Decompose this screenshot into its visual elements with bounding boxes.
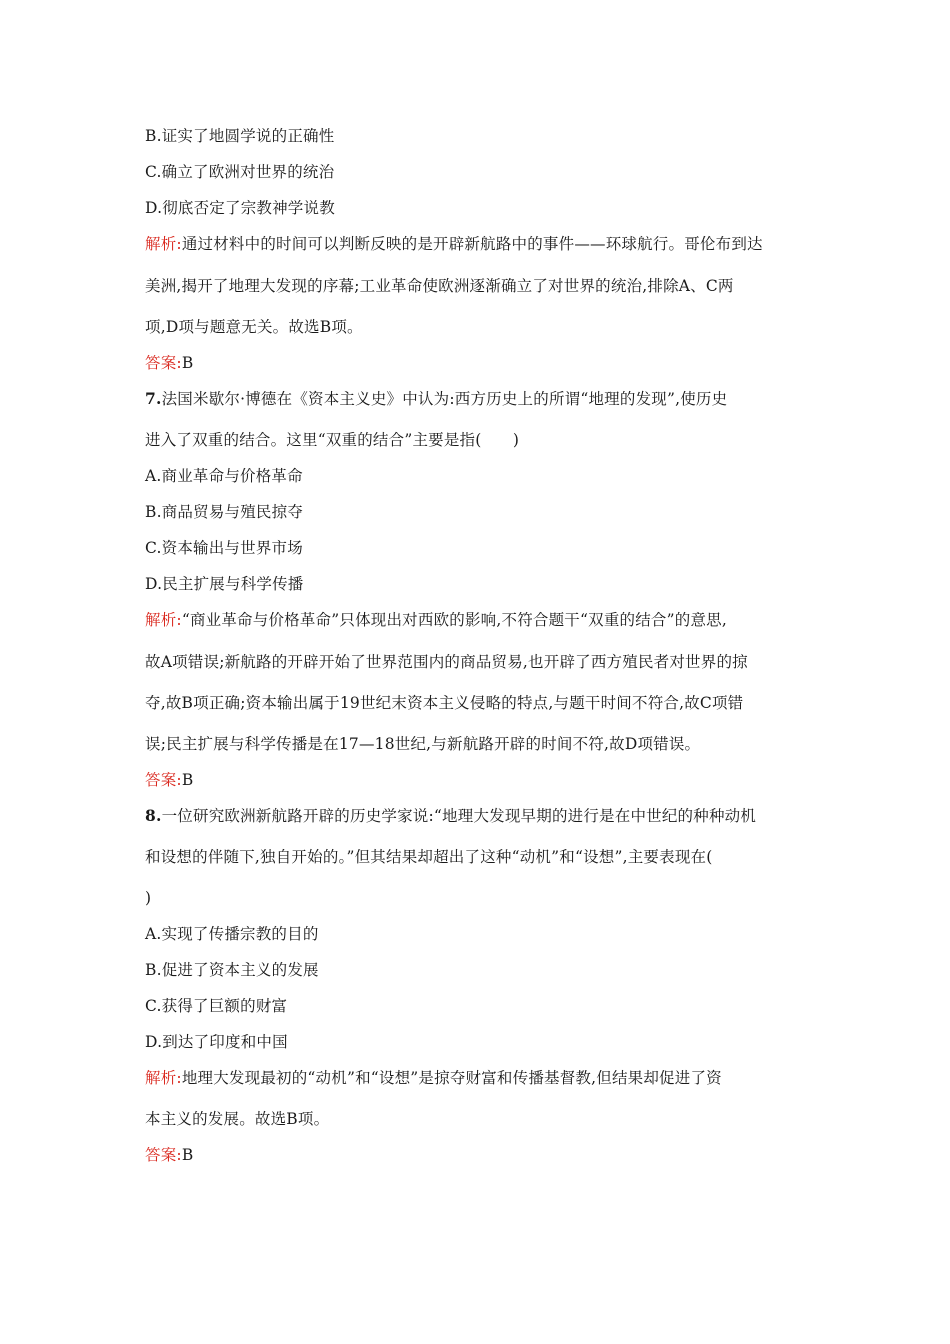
- q6-option-b: B.证实了地圆学说的正确性: [145, 127, 335, 145]
- q7-option-b: B.商品贸易与殖民掠夺: [145, 503, 304, 521]
- q8-answer-label: 答案:: [145, 1146, 182, 1164]
- q6-option-c: C.确立了欧洲对世界的统治: [145, 163, 335, 181]
- q8-stem-line-2: 和设想的伴随下,独自开始的。”但其结果却超出了这种“动机”和“设想”,主要表现在(: [145, 848, 713, 866]
- q8-option-b: B.促进了资本主义的发展: [145, 961, 319, 979]
- q8-option-c: C.获得了巨额的财富: [145, 997, 288, 1015]
- q8-answer-value: B: [181, 1146, 194, 1164]
- q8-option-a: A.实现了传播宗教的目的: [145, 925, 319, 943]
- q7-answer-label: 答案:: [145, 771, 182, 789]
- q6-answer-label: 答案:: [145, 354, 182, 372]
- q7-analysis-line-2: 故A项错误;新航路的开辟开始了世界范围内的商品贸易,也开辟了西方殖民者对世界的掠: [145, 653, 748, 671]
- q6-analysis-label: 解析:: [145, 235, 182, 253]
- q8-analysis-label: 解析:: [145, 1069, 182, 1087]
- q6-analysis-line-1: [145, 234, 813, 254]
- q6-analysis-text-1: 通过材料中的时间可以判断反映的是开辟新航路中的事件——环球航行。哥伦布到达: [181, 235, 763, 253]
- q8-analysis-line-1: [145, 1068, 813, 1088]
- q7-stem-line-2: 进入了双重的结合。这里“双重的结合”主要是指( ): [145, 431, 520, 449]
- q8-answer-line: [145, 1145, 813, 1165]
- q8-stem-line-1: [145, 806, 813, 826]
- q6-answer-value: B: [181, 354, 194, 372]
- q6-answer-line: [145, 353, 813, 373]
- q7-option-a: A.商业革命与价格革命: [145, 467, 303, 485]
- q6-analysis-line-2: 美洲,揭开了地理大发现的序幕;工业革命使欧洲逐渐确立了对世界的统治,排除A、C两: [145, 277, 734, 295]
- q7-stem-line-1: [145, 389, 813, 409]
- q7-analysis-line-1: [145, 610, 813, 630]
- q7-answer-value: B: [181, 771, 194, 789]
- q8-stem-line-3: ): [145, 889, 152, 907]
- q6-analysis-line-3: 项,D项与题意无关。故选B项。: [145, 318, 363, 336]
- q7-analysis-label: 解析:: [145, 611, 182, 629]
- q8-analysis-line-2: 本主义的发展。故选B项。: [145, 1110, 330, 1128]
- q7-answer-line: [145, 770, 813, 790]
- q8-number: 8.: [145, 806, 162, 825]
- q8-option-d: D.到达了印度和中国: [145, 1033, 288, 1051]
- q7-option-d: D.民主扩展与科学传播: [145, 575, 304, 593]
- q7-analysis-line-4: 误;民主扩展与科学传播是在17—18世纪,与新航路开辟的时间不符,故D项错误。: [145, 735, 701, 753]
- q6-option-d: D.彻底否定了宗教神学说教: [145, 199, 335, 217]
- q7-number: 7.: [145, 389, 162, 408]
- q7-analysis-text-1: “商业革命与价格革命”只体现出对西欧的影响,不符合题干“双重的结合”的意思,: [181, 611, 727, 629]
- q7-option-c: C.资本输出与世界市场: [145, 539, 303, 557]
- q8-stem-text-1: 一位研究欧洲新航路开辟的历史学家说:“地理大发现早期的进行是在中世纪的种种动机: [161, 807, 757, 825]
- q7-stem-text-1: 法国米歇尔·博德在《资本主义史》中认为:西方历史上的所谓“地理的发现”,使历史: [161, 390, 728, 408]
- q8-analysis-text-1: 地理大发现最初的“动机”和“设想”是掠夺财富和传播基督教,但结果却促进了资: [181, 1069, 722, 1087]
- q7-analysis-line-3: 夺,故B项正确;资本输出属于19世纪末资本主义侵略的特点,与题干时间不符合,故C项错: [145, 694, 744, 712]
